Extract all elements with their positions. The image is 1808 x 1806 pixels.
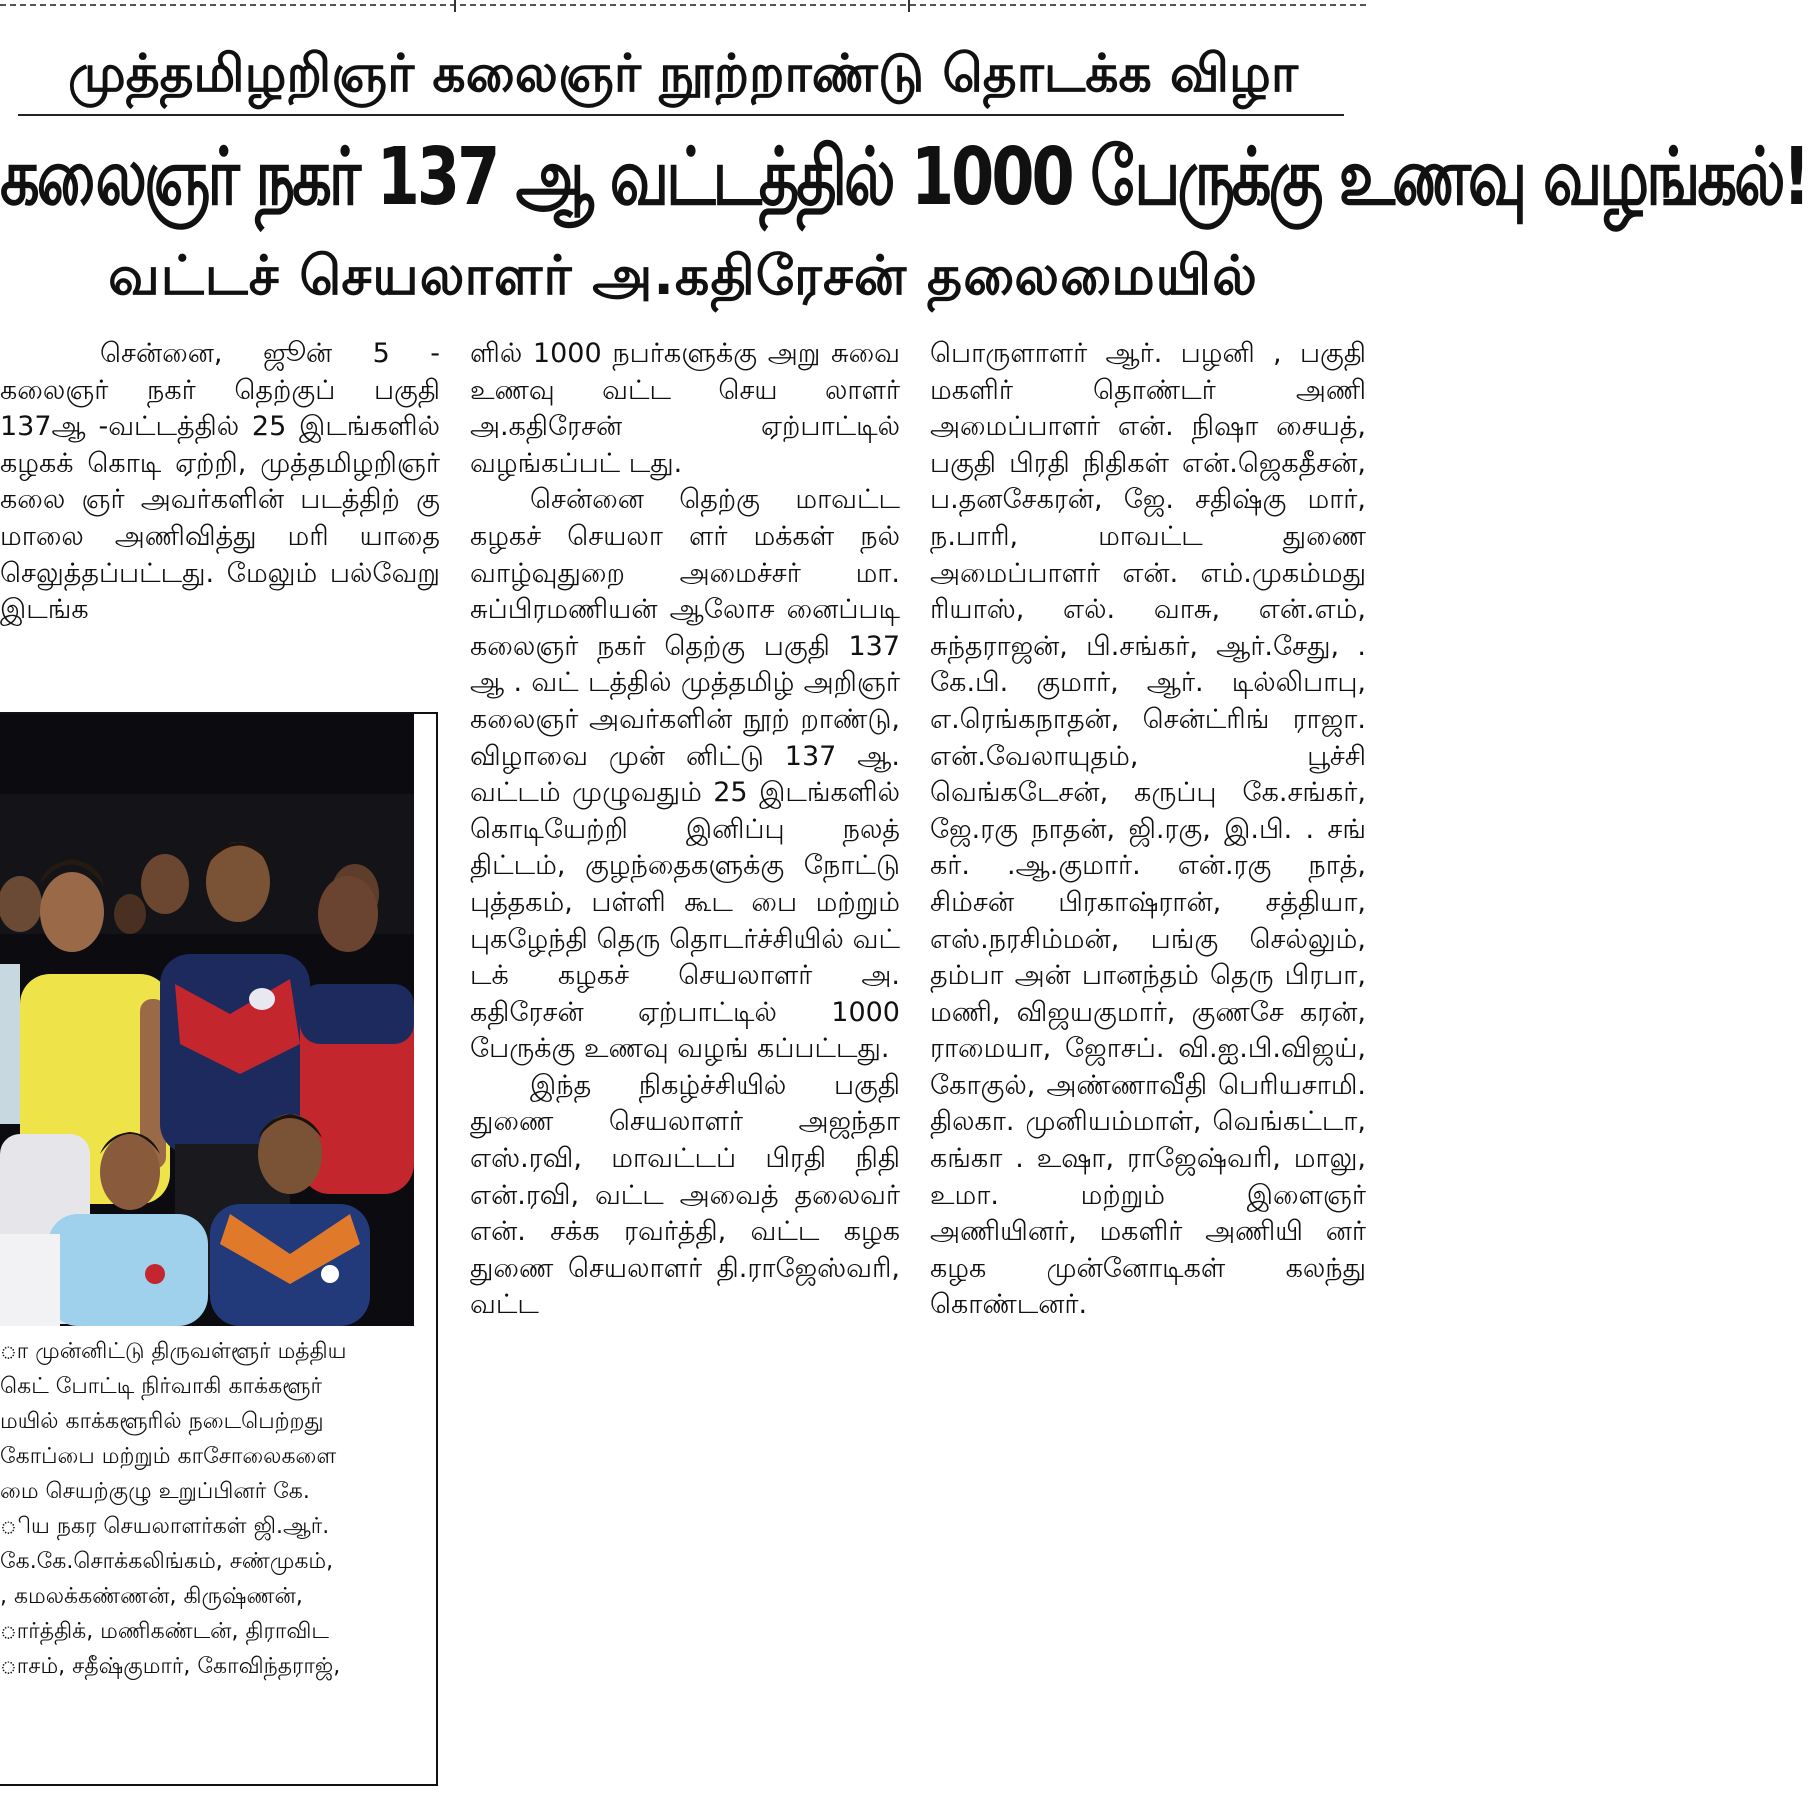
caption-line: , கமலக்கண்ணன், கிருஷ்ணன், [0, 1584, 303, 1609]
article-column-2 [470, 336, 900, 1324]
caption-line: ிய நகர செயலாளர்கள் ஜி.ஆர். [0, 1514, 330, 1539]
article-column-1 [0, 336, 440, 629]
photo-caption [0, 1334, 432, 1684]
article-column-3 [930, 336, 1366, 1324]
caption-line: ாசம், சதீஷ்குமார், கோவிந்தராஜ், [0, 1654, 341, 1679]
subheadline: வட்டச் செயலாளர் அ.கதிரேசன் தலைமையில் [108, 244, 1258, 307]
kicker-divider [18, 114, 1344, 116]
group-photo-illustration [0, 714, 414, 1326]
column-2-paragraph: சென்னை தெற்கு மாவட்ட கழகச் செயலா ளர் மக்கள் நல் வாழ்வுதுறை அமைச்சர் மா. சுப்பிரமணியன் ஆலோச னைப்படி கலைஞர் நகர் தெற்கு பகுதி 137 ஆ . வட் டத்தில் முத்தமிழ் அறிஞர் கலைஞர் அவர்களின் நூற் றாண்டு, விழாவை முன் னிட்டு 137 ஆ. வட்டம் முழுவதும் 25 இடங்களில் கொடியேற்றி இனிப்பு நலத் திட்டம், குழந்தைகளுக்கு நோட்டு புத்தகம், பள்ளி கூட பை மற்றும் புகழேந்தி தெரு தொடர்ச்சியில் வட் டக் கழகச் செயலாளர் அ. கதிரேசன் ஏற்பாட்டில் 1000 பேருக்கு உணவு வழங் கப்பட்டது. [470, 484, 900, 1065]
top-border-rule [0, 0, 1366, 10]
kicker-heading: முத்தமிழறிஞர் கலைஞர் நூற்றாண்டு தொடக்க விழா [67, 44, 1299, 104]
caption-line: கே.கே.சொக்கலிங்கம், சண்முகம், [0, 1549, 334, 1574]
column-3-paragraph: பொருளாளர் ஆர். பழனி , பகுதி மகளிர் தொண்டர் அணி அமைப்பாளர் என். நிஷா சையத், பகுதி பிரதி நிதிகள் என்.ஜெகதீசன், ப.தனசேகரன், ஜே. சதிஷ்கு மார், ந.பாரி, மாவட்ட துணை அமைப்பாளர் என். எம்.முகம்மது ரியாஸ், எல். வாசு, என்.எம், சுந்தராஜன், பி.சங்கர், ஆர்.சேது, . கே.பி. குமார், ஆர். டில்லிபாபு, எ.ரெங்கநாதன், சென்ட்ரிங் ராஜா. என்.வேலாயுதம், பூச்சி வெங்கடேசன், கருப்பு கே.சங்கர், ஜே.ரகு நாதன், ஜி.ரகு, இ.பி. . சங் கர். .ஆ.குமார். என்.ரகு நாத், சிம்சன் பிரகாஷ்ரான், சத்தியா, எஸ்.நரசிம்மன், பங்கு செல்லும், தம்பா அன் பானந்தம் தெரு பிரபா, மணி, விஜயகுமார், குணசே கரன், ராமையா, ஜோசப். வி.ஐ.பி.விஜய், கோகுல், அண்ணாவீதி பெரியசாமி. திலகா. முனியம்மாள், வெங்கட்டா, கங்கா . உஷா, ராஜேஷ்வரி, மாலு, உமா. மற்றும் இளைஞர் அணியினர், மகளிர் அணியி னர் கழக முன்னோடிகள் கலந்து கொண்டனர். [930, 338, 1366, 1321]
column-1-paragraph: சென்னை, ஜூன் 5 - கலைஞர் நகர் தெற்குப் பகுதி 137ஆ -வட்டத்தில் 25 இடங்களில் கழகக் கொடி ஏற்றி, முத்தமிழறிஞர் கலை ஞர் அவர்களின் படத்திற் கு மாலை அணிவித்து மரி யாதை செலுத்தப்பட்டது. மேலும் பல்வேறு இடங்க [0, 338, 440, 626]
photo-box [0, 712, 438, 1786]
caption-line: ா முன்னிட்டு திருவள்ளூர் மத்திய [0, 1339, 347, 1364]
caption-line: ார்த்திக், மணிகண்டன், திராவிட [0, 1619, 329, 1644]
caption-line: கெட் போட்டி நிர்வாகி காக்களூர் [0, 1374, 322, 1399]
column-2-paragraph: ளில் 1000 நபர்களுக்கு அறு சுவை உணவு வட்ட செய லாளர் அ.கதிரேசன் ஏற்பாட்டில் வழங்கப்பட் டது. [470, 338, 900, 479]
caption-line: மை செயற்குழு உறுப்பினர் கே. [0, 1479, 310, 1504]
column-2-paragraph: இந்த நிகழ்ச்சியில் பகுதி துணை செயலாளர் அஜந்தா எஸ்.ரவி, மாவட்டப் பிரதி நிதி என்.ரவி, வட்ட அவைத் தலைவர் என். சக்க ரவர்த்தி, வட்ட கழக துணை செயலாளர் தி.ராஜேஸ்வரி, வட்ட [470, 1069, 900, 1321]
headline: கலைஞர் நகர் 137 ஆ வட்டத்தில் 1000 பேருக்கு உணவு வழங்கல்! [0, 130, 1808, 224]
caption-line: கோப்பை மற்றும் காசோலைகளை [0, 1444, 337, 1469]
caption-line: மயில் காக்களூரில் நடைபெற்றது [0, 1409, 324, 1434]
news-photo [0, 714, 414, 1326]
